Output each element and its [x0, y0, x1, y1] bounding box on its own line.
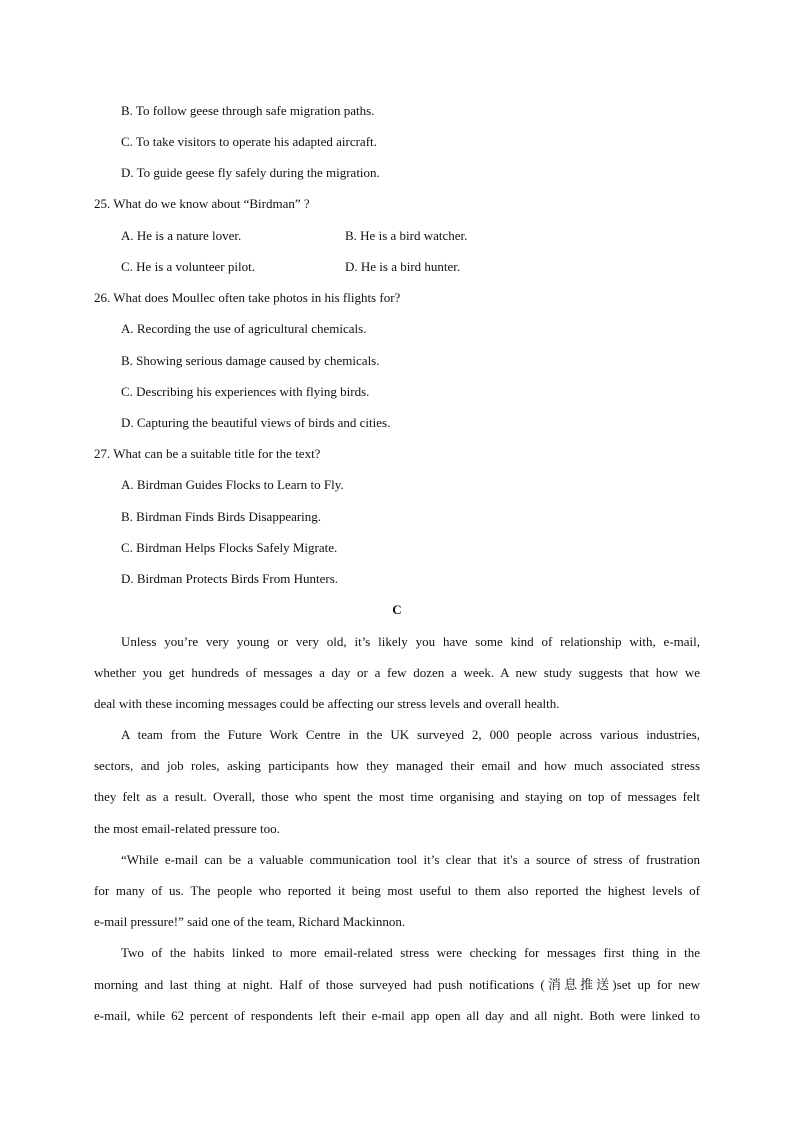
q25-option-b: B. He is a bird watcher.	[345, 228, 468, 243]
q24-option-d: D. To guide geese fly safely during the migration.	[121, 165, 380, 180]
paragraph-2-line: the most email-related pressure too.	[94, 821, 280, 836]
paragraph-4-line: Two of the habits linked to more email-related stress were checking for messages first thing in the	[121, 945, 700, 960]
q26-option-a: A. Recording the use of agricultural chemicals.	[121, 321, 367, 336]
q25-option-d: D. He is a bird hunter.	[345, 259, 461, 274]
paragraph-3-line: “While e-mail can be a valuable communication tool it’s clear that it's a source of stress of frustration	[121, 852, 700, 867]
paragraph-4-line: morning and last thing at night. Half of those surveyed had push notifications (消息推送)set up for new	[94, 977, 700, 992]
q24-option-b: B. To follow geese through safe migration paths.	[121, 103, 375, 118]
paragraph-3-line: e-mail pressure!” said one of the team, Richard Mackinnon.	[94, 914, 406, 929]
q27-option-c: C. Birdman Helps Flocks Safely Migrate.	[121, 540, 338, 555]
q26-option-d: D. Capturing the beautiful views of birds and cities.	[121, 415, 391, 430]
q25-option-c: C. He is a volunteer pilot.	[121, 259, 255, 274]
paragraph-1-line: whether you get hundreds of messages a day or a few dozen a week. A new study suggests that how we	[94, 665, 700, 680]
passage-heading: C	[392, 602, 402, 617]
q24-option-c: C. To take visitors to operate his adapted aircraft.	[121, 134, 377, 149]
paragraph-1-line: deal with these incoming messages could be affecting our stress levels and overall health.	[94, 696, 560, 711]
paragraph-1-line: Unless you’re very young or very old, it’s likely you have some kind of relationship with, e-mail,	[121, 634, 700, 649]
q27-stem: 27. What can be a suitable title for the text?	[94, 446, 321, 461]
q27-option-d: D. Birdman Protects Birds From Hunters.	[121, 571, 339, 586]
q27-option-b: B. Birdman Finds Birds Disappearing.	[121, 509, 322, 524]
q27-option-a: A. Birdman Guides Flocks to Learn to Fly.	[121, 477, 344, 492]
q26-option-b: B. Showing serious damage caused by chemicals.	[121, 353, 380, 368]
q26-stem: 26. What does Moullec often take photos in his flights for?	[94, 290, 401, 305]
q26-option-c: C. Describing his experiences with flying birds.	[121, 384, 370, 399]
paragraph-2-line: A team from the Future Work Centre in the UK surveyed 2, 000 people across various industries,	[121, 727, 700, 742]
paragraph-2-line: sectors, and job roles, asking participants how they managed their email and how much associated stress	[94, 758, 700, 773]
paragraph-3-line: for many of us. The people who reported it being most useful to them also reported the highest levels of	[94, 883, 700, 898]
q25-stem: 25. What do we know about “Birdman” ?	[94, 196, 310, 211]
q25-option-a: A. He is a nature lover.	[121, 228, 242, 243]
paragraph-4-line: e-mail, while 62 percent of respondents left their e-mail app open all day and all night. Both were linked to	[94, 1008, 700, 1023]
paragraph-2-line: they felt as a result. Overall, those who spent the most time organising and staying on top of messages felt	[94, 789, 700, 804]
